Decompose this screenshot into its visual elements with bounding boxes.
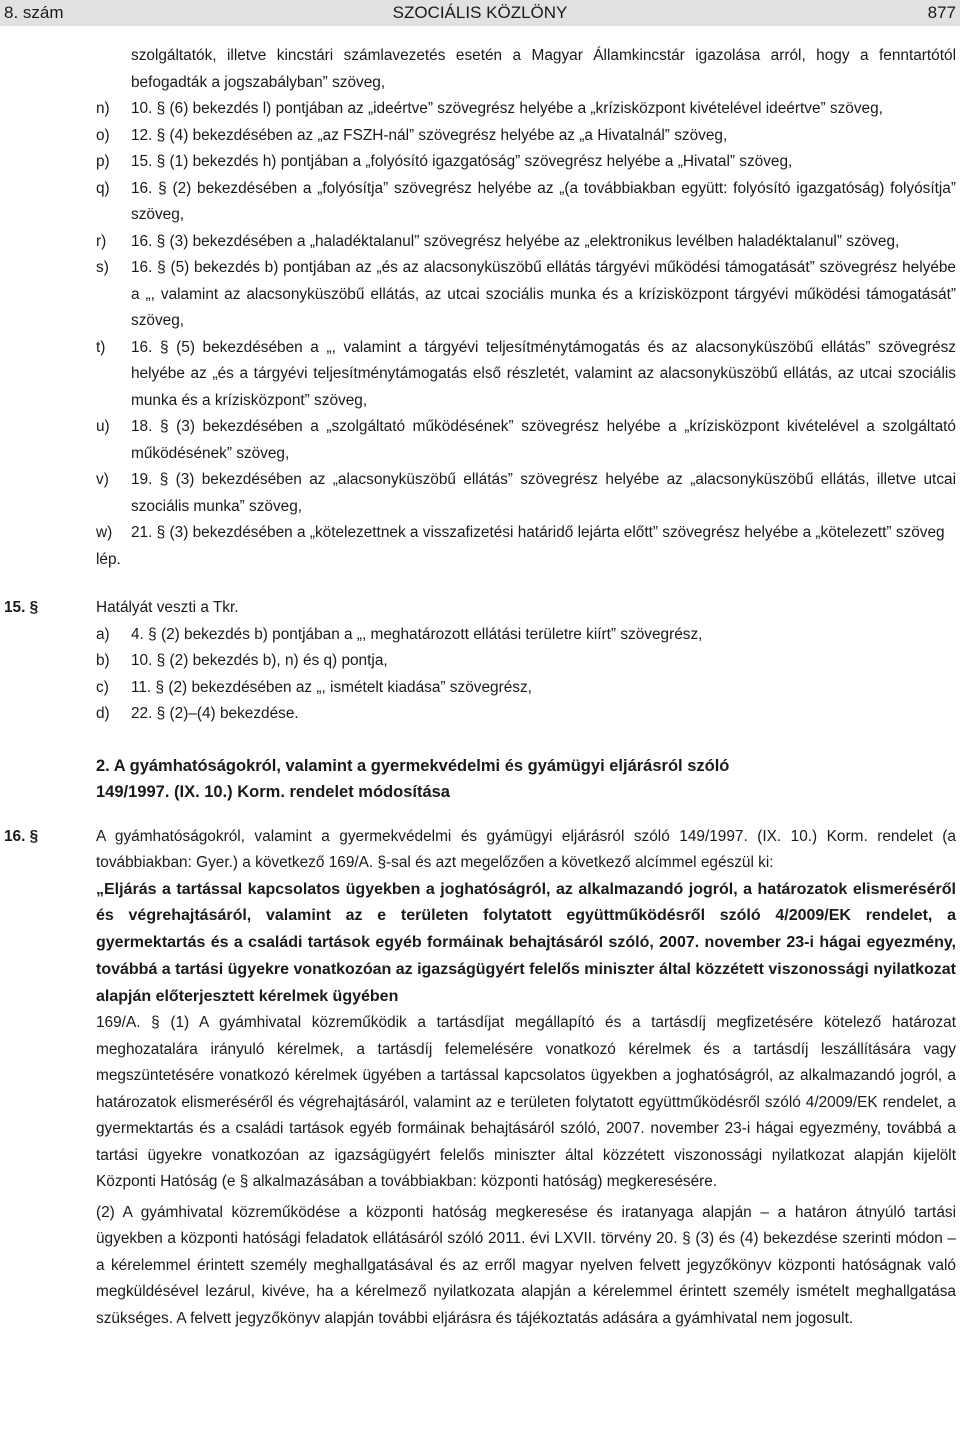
list-item [0, 467, 960, 520]
subheading: „Eljárás a tartással kapcsolatos ügyekben a joghatóságról, az alkalmazandó jogról, a határozatok elismeréséről és végrehajtásáról, valamint az e területen folytatott együttműködésről szóló 4/2009/EK rendelet, a gyermektartás és a családi tartások egyéb formáinak behajtásáról szóló, 2007. november 23-i hágai egyezmény, továbbá a tartási ügyekre vonatkozóan az igazságügyért felelős miniszter által közzétett viszonossági nyilatkozat alapján előterjesztett kérelmek ügyében [96, 880, 956, 1005]
list-item [0, 520, 960, 547]
item-text: 12. § (4) bekezdésében az „az FSZH-nál” szövegrész helyébe az „a Hivatalnál” szöveg, [131, 126, 728, 144]
item-text: 4. § (2) bekezdés b) pontjában a „, meghatározott ellátási területre kiírt” szövegrész, [131, 625, 703, 643]
item-label: q) [96, 179, 110, 197]
lep-text: lép. [96, 550, 121, 568]
item-label: w) [96, 524, 113, 541]
list-item [0, 648, 960, 675]
item-label: v) [96, 471, 109, 488]
item-text: 15. § (1) bekezdés h) pontjában a „folyósító igazgatóság” szövegrész helyébe a „Hivatal” szöveg, [131, 153, 793, 170]
item-text: 16. § (2) bekezdésében a „folyósítja” szövegrész helyébe az „(a továbbiakban együtt: folyósító igazgatóság) folyósítja” szöveg, [131, 179, 956, 223]
item-label: o) [96, 126, 110, 144]
continuation-text: szolgáltatók, illetve kincstári számlavezetés esetén a Magyar Államkincstár igazolása arról, hogy a fenntartótól befogadták a jogszabályban” szöveg, [131, 47, 956, 91]
item-label: p) [96, 153, 110, 170]
item-text: 10. § (2) bekezdés b), n) és q) pontja, [131, 652, 388, 669]
list-item [0, 149, 960, 176]
list-item [0, 701, 960, 728]
item-label: s) [96, 259, 109, 276]
list-item [0, 622, 960, 649]
item-text: 22. § (2)–(4) bekezdése. [131, 705, 299, 722]
list-item [0, 229, 960, 256]
chapter-title: 2. A gyámhatóságokról, valamint a gyermekvédelmi és gyámügyi eljárásról szóló 149/1997. (IX. 10.) Korm. rendelet módosítása [96, 756, 730, 801]
page-number: 877 [927, 3, 956, 22]
item-text: 21. § (3) bekezdésében a „kötelezettnek a visszafizetési határidő lejárta előtt” szövegrész helyébe a „kötelezett” szöveg [131, 524, 945, 541]
section-text: Hatályát veszti a Tkr. [96, 599, 239, 616]
item-text: 19. § (3) bekezdésében az „alacsonyküszöbű ellátás” szövegrész helyébe az „alacsonyküszöbű ellátás, illetve utcai szociális munka” szöveg, [131, 471, 956, 515]
item-label: u) [96, 418, 110, 435]
item-label: a) [96, 625, 110, 643]
item-text: 16. § (5) bekezdésében a „, valamint a tárgyévi teljesítménytámogatás és az alacsonyküszöbű ellátás” szövegrész helyébe az „és a tárgyévi teljesítménytámogatás első részletét, valamint az alacsonyküszöbű ellátás, az utcai szociális munka és a krízisközpont” szöveg, [131, 338, 956, 409]
item-label: r) [96, 232, 107, 250]
section-number: 16. § [4, 827, 39, 845]
page-header [0, 0, 960, 26]
item-text: 11. § (2) bekezdésében az „, ismételt kiadása” szövegrész, [131, 678, 532, 696]
list-item [0, 675, 960, 702]
item-label: t) [96, 338, 106, 356]
item-text: 16. § (5) bekezdés b) pontjában az „és az alacsonyküszöbű ellátás tárgyévi működési támogatását” szövegrész helyébe a „, valamint az alacsonyküszöbű ellátás, az utcai szociális munka és a krízisközpont tárgyévi működési támogatását” szöveg, [131, 259, 956, 329]
item-text: 16. § (3) bekezdésében a „haladéktalanul” szövegrész helyébe az „elektronikus levélben haladéktalanul” szöveg, [131, 232, 900, 250]
item-label: n) [96, 100, 110, 117]
list-item [0, 123, 960, 150]
list-item [0, 176, 960, 229]
page-content [0, 43, 960, 1332]
section-15 [0, 595, 960, 622]
item-text: 18. § (3) bekezdésében a „szolgáltató működésének” szövegrész helyébe a „krízisközpont kivételével a szolgáltató működésének” szöveg, [131, 418, 956, 462]
item-label: c) [96, 678, 109, 696]
item-text: 10. § (6) bekezdés l) pontjában az „ideértve” szövegrész helyébe a „krízisközpont kivételével ideértve” szöveg, [131, 100, 883, 117]
paragraph-2: (2) A gyámhivatal közreműködése a központi hatóság megkeresése és iratanyaga alapján – a határon átnyúló tartási ügyekben a központi hatósági feladatok ellátásáról szóló 2011. évi LXVII. törvény 20. § (3) és (4) bekezdése szerinti módon – a kérelemmel érintett személy meghallgatásával és az erről magyar nyelven felvett jegyzőkönyv központi hatóságnak való megküldésével lezárul, kivéve, ha a kérelmező nyilatkozata alapján a kérelemmel érintett személy ismételt meghallgatása szükséges. A felvett jegyzőkönyv alapján további eljárásra és tájékoztatás adására a gyámhivatal nem jogosult. [96, 1203, 956, 1327]
paragraph-1: 169/A. § (1) A gyámhivatal közreműködik a tartásdíjat megállapító és a tartásdíj megfizetésére kötelező határozat meghozatalára irányuló kérelmek, a tartásdíj felemelésére vonatkozó kérelmek és a tartásdíj leszállítására vagy megszüntetésére vonatkozó kérelmek ügyében a tartással kapcsolatos ügyekben a joghatóságról, az alkalmazandó jogról, a határozatok elismeréséről és végrehajtásáról, valamint az e területen folytatott együttműködésről szóló 4/2009/EK rendelet, a gyermektartás és a családi tartások egyéb formáinak behajtásáról szóló, 2007. november 23-i hágai egyezmény, továbbá a tartási ügyekre vonatkozóan az igazságügyért felelős miniszter által közzétett viszonossági nyilatkozat alapján kijelölt Központi Hatóság (e § alkalmazásában a továbbiakban: központi hatóság) megkeresésére. [96, 1014, 956, 1191]
journal-title: SZOCIÁLIS KÖZLÖNY [392, 3, 568, 22]
list-item [0, 335, 960, 415]
section-number: 15. § [4, 599, 39, 616]
item-label: b) [96, 652, 110, 669]
list-item [0, 255, 960, 335]
issue-number: 8. szám [4, 3, 64, 22]
list-item [0, 96, 960, 123]
section-16 [0, 824, 960, 877]
section-text: A gyámhatóságokról, valamint a gyermekvédelmi és gyámügyi eljárásról szóló 149/1997. (IX. 10.) Korm. rendelet (a továbbiakban: Gyer.) a következő 169/A. §-sal és azt megelőzően a következő alcímmel egészül ki: [96, 827, 956, 871]
list-item [0, 414, 960, 467]
item-label: d) [96, 705, 110, 722]
